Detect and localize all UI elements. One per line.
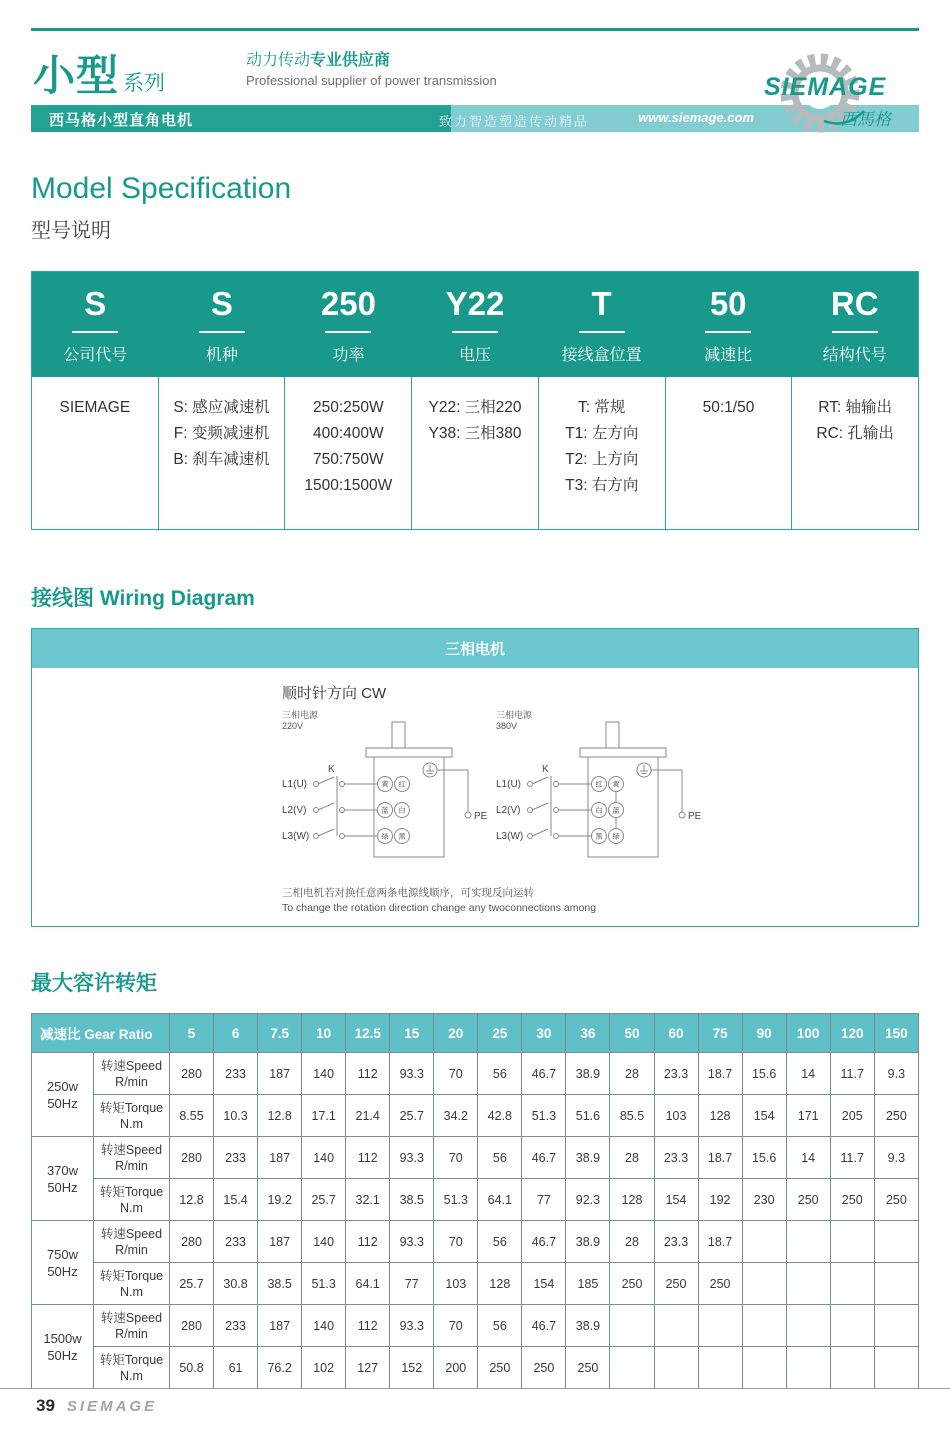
speed-cell-g3-c13 bbox=[742, 1305, 786, 1347]
svg-text:白: 白 bbox=[398, 807, 406, 815]
speed-cell-g2-c7: 56 bbox=[478, 1221, 522, 1263]
company-tagline bbox=[246, 47, 497, 88]
ratio-header-60: 60 bbox=[654, 1014, 698, 1053]
speed-cell-g1-c8: 46.7 bbox=[522, 1137, 566, 1179]
speed-cell-g3-c16 bbox=[874, 1305, 918, 1347]
torque-cell-g2-c10: 250 bbox=[610, 1263, 654, 1305]
speed-row-label: 转速Speed R/min bbox=[94, 1221, 170, 1263]
svg-text:黄: 黄 bbox=[381, 781, 389, 789]
speed-cell-g3-c14 bbox=[786, 1305, 830, 1347]
speed-cell-g2-c15 bbox=[830, 1221, 874, 1263]
speed-cell-g3-c6: 70 bbox=[434, 1305, 478, 1347]
torque-cell-g2-c16 bbox=[874, 1263, 918, 1305]
speed-cell-g2-c5: 93.3 bbox=[390, 1221, 434, 1263]
speed-cell-g3-c2: 187 bbox=[258, 1305, 302, 1347]
torque-cell-g2-c3: 51.3 bbox=[302, 1263, 346, 1305]
torque-row-label: 转矩Torque N.m bbox=[94, 1095, 170, 1137]
torque-cell-g1-c11: 154 bbox=[654, 1179, 698, 1221]
switch-label: K bbox=[542, 764, 549, 775]
speed-cell-g2-c9: 38.9 bbox=[566, 1221, 610, 1263]
ratio-header-12.5: 12.5 bbox=[346, 1014, 390, 1053]
torque-cell-g1-c16: 250 bbox=[874, 1179, 918, 1221]
speed-cell-g1-c9: 38.9 bbox=[566, 1137, 610, 1179]
torque-cell-g1-c4: 32.1 bbox=[346, 1179, 390, 1221]
torque-cell-g2-c6: 103 bbox=[434, 1263, 478, 1305]
svg-text:绿: 绿 bbox=[612, 833, 620, 841]
svg-text:蓝: 蓝 bbox=[381, 807, 389, 815]
banner-slogan: 致力智造塑造传动精品 bbox=[438, 114, 589, 129]
speed-cell-g0-c14: 14 bbox=[786, 1053, 830, 1095]
torque-cell-g0-c7: 42.8 bbox=[478, 1095, 522, 1137]
torque-cell-g0-c12: 128 bbox=[698, 1095, 742, 1137]
wiring-box-header: 三相电机 bbox=[32, 629, 918, 668]
svg-text:黑: 黑 bbox=[595, 833, 603, 841]
torque-cell-g0-c8: 51.3 bbox=[522, 1095, 566, 1137]
speed-cell-g2-c11: 23.3 bbox=[654, 1221, 698, 1263]
speed-cell-g1-c3: 140 bbox=[302, 1137, 346, 1179]
speed-cell-g2-c14 bbox=[786, 1221, 830, 1263]
torque-cell-g1-c1: 15.4 bbox=[214, 1179, 258, 1221]
speed-cell-g2-c10: 28 bbox=[610, 1221, 654, 1263]
model-table-body bbox=[32, 377, 918, 529]
speed-cell-g3-c9: 38.9 bbox=[566, 1305, 610, 1347]
speed-cell-g1-c10: 28 bbox=[610, 1137, 654, 1179]
speed-cell-g1-c6: 70 bbox=[434, 1137, 478, 1179]
torque-row-label: 转矩Torque N.m bbox=[94, 1347, 170, 1389]
torque-cell-g0-c13: 154 bbox=[742, 1095, 786, 1137]
group-label-1500w: 1500w 50Hz bbox=[32, 1305, 94, 1389]
speed-cell-g0-c6: 70 bbox=[434, 1053, 478, 1095]
torque-cell-g3-c8: 250 bbox=[522, 1347, 566, 1389]
ratio-header-6: 6 bbox=[214, 1014, 258, 1053]
series-suffix: 系列 bbox=[123, 72, 166, 95]
torque-cell-g0-c0: 8.55 bbox=[170, 1095, 214, 1137]
speed-cell-g0-c11: 23.3 bbox=[654, 1053, 698, 1095]
torque-cell-g0-c1: 10.3 bbox=[214, 1095, 258, 1137]
pe-label: PE bbox=[688, 811, 702, 822]
torque-cell-g3-c15 bbox=[830, 1347, 874, 1389]
catalog-page bbox=[0, 28, 950, 1389]
line-l2: L2(V) bbox=[496, 805, 521, 816]
torque-cell-g1-c15: 250 bbox=[830, 1179, 874, 1221]
speed-cell-g2-c2: 187 bbox=[258, 1221, 302, 1263]
model-header-col-5: 50 减速比 bbox=[704, 285, 753, 364]
group-label-750w: 750w 50Hz bbox=[32, 1221, 94, 1305]
svg-text:黄: 黄 bbox=[612, 781, 620, 789]
torque-cell-g3-c10 bbox=[610, 1347, 654, 1389]
torque-cell-g3-c4: 127 bbox=[346, 1347, 390, 1389]
line-l3: L3(W) bbox=[496, 831, 524, 842]
line-l1: L1(U) bbox=[282, 779, 308, 790]
torque-cell-g1-c2: 19.2 bbox=[258, 1179, 302, 1221]
torque-cell-g3-c7: 250 bbox=[478, 1347, 522, 1389]
banner-url: www.siemage.com bbox=[638, 110, 754, 125]
torque-cell-g3-c2: 76.2 bbox=[258, 1347, 302, 1389]
speed-cell-g1-c12: 18.7 bbox=[698, 1137, 742, 1179]
torque-table-body bbox=[32, 1053, 919, 1389]
pe-label: PE bbox=[474, 811, 488, 822]
ratio-header-15: 15 bbox=[390, 1014, 434, 1053]
banner-product-label: 西马格小型直角电机 bbox=[49, 112, 194, 129]
ratio-header-20: 20 bbox=[434, 1014, 478, 1053]
model-header-col-6: RC 结构代号 bbox=[822, 285, 887, 364]
ratio-header-25: 25 bbox=[478, 1014, 522, 1053]
torque-cell-g3-c14 bbox=[786, 1347, 830, 1389]
torque-cell-g3-c0: 50.8 bbox=[170, 1347, 214, 1389]
torque-cell-g3-c9: 250 bbox=[566, 1347, 610, 1389]
wiring-diagram-box bbox=[31, 628, 919, 927]
torque-cell-g1-c6: 51.3 bbox=[434, 1179, 478, 1221]
torque-cell-g1-c9: 92.3 bbox=[566, 1179, 610, 1221]
model-body-col-3: Y22: 三相220 Y38: 三相380 bbox=[411, 377, 538, 529]
model-body-col-4: T: 常规 T1: 左方向 T2: 上方向 T3: 右方向 bbox=[538, 377, 665, 529]
speed-cell-g3-c10 bbox=[610, 1305, 654, 1347]
supply-voltage: 380V bbox=[496, 721, 518, 731]
logo-brand-text: SIEMAGE bbox=[764, 73, 887, 101]
wiring-diagram-220v bbox=[280, 708, 488, 880]
svg-text:黑: 黑 bbox=[398, 833, 406, 841]
speed-cell-g0-c13: 15.6 bbox=[742, 1053, 786, 1095]
model-header-col-1: S 机种 bbox=[159, 284, 286, 365]
page-title-en: Model Specification bbox=[31, 172, 292, 205]
torque-cell-g1-c5: 38.5 bbox=[390, 1179, 434, 1221]
torque-cell-g2-c11: 250 bbox=[654, 1263, 698, 1305]
speed-cell-g0-c2: 187 bbox=[258, 1053, 302, 1095]
torque-table-header bbox=[32, 1014, 919, 1053]
ratio-header-36: 36 bbox=[566, 1014, 610, 1053]
speed-cell-g1-c14: 14 bbox=[786, 1137, 830, 1179]
torque-cell-g2-c4: 64.1 bbox=[346, 1263, 390, 1305]
torque-cell-g2-c12: 250 bbox=[698, 1263, 742, 1305]
speed-cell-g0-c8: 46.7 bbox=[522, 1053, 566, 1095]
table-row bbox=[32, 1305, 919, 1347]
torque-cell-g0-c4: 21.4 bbox=[346, 1095, 390, 1137]
wiring-diagrams bbox=[280, 708, 702, 880]
speed-cell-g1-c5: 93.3 bbox=[390, 1137, 434, 1179]
gear-ratio-header: 减速比 Gear Ratio bbox=[32, 1014, 170, 1053]
torque-cell-g2-c7: 128 bbox=[478, 1263, 522, 1305]
torque-cell-g0-c15: 205 bbox=[830, 1095, 874, 1137]
speed-cell-g2-c16 bbox=[874, 1221, 918, 1263]
series-title bbox=[33, 43, 165, 103]
speed-cell-g0-c12: 18.7 bbox=[698, 1053, 742, 1095]
torque-cell-g2-c15 bbox=[830, 1263, 874, 1305]
wiring-box-content bbox=[32, 668, 918, 926]
torque-cell-g1-c12: 192 bbox=[698, 1179, 742, 1221]
ratio-header-5: 5 bbox=[170, 1014, 214, 1053]
footer-brand: SIEMAGE bbox=[66, 1398, 158, 1415]
speed-cell-g1-c1: 233 bbox=[214, 1137, 258, 1179]
torque-cell-g1-c0: 12.8 bbox=[170, 1179, 214, 1221]
speed-cell-g0-c1: 233 bbox=[214, 1053, 258, 1095]
top-divider bbox=[31, 28, 919, 31]
torque-cell-g1-c7: 64.1 bbox=[478, 1179, 522, 1221]
torque-cell-g0-c11: 103 bbox=[654, 1095, 698, 1137]
speed-cell-g1-c15: 11.7 bbox=[830, 1137, 874, 1179]
speed-cell-g3-c1: 233 bbox=[214, 1305, 258, 1347]
model-body-col-5: 50:1/50 bbox=[665, 377, 792, 529]
ratio-header-50: 50 bbox=[610, 1014, 654, 1053]
table-row bbox=[32, 1053, 919, 1095]
wiring-diagram-380v bbox=[494, 708, 702, 880]
speed-cell-g2-c12: 18.7 bbox=[698, 1221, 742, 1263]
wiring-note-cn: 三相电机若对换任意两条电源线顺序，可实现反向运转 bbox=[282, 887, 534, 899]
speed-cell-g0-c15: 11.7 bbox=[830, 1053, 874, 1095]
speed-cell-g1-c13: 15.6 bbox=[742, 1137, 786, 1179]
speed-row-label: 转速Speed R/min bbox=[94, 1137, 170, 1179]
svg-text:红: 红 bbox=[595, 781, 603, 789]
speed-cell-g1-c2: 187 bbox=[258, 1137, 302, 1179]
speed-cell-g1-c11: 23.3 bbox=[654, 1137, 698, 1179]
ratio-header-90: 90 bbox=[742, 1014, 786, 1053]
tagline-cn: 动力传动专业供应商 bbox=[246, 52, 391, 69]
speed-row-label: 转速Speed R/min bbox=[94, 1053, 170, 1095]
speed-cell-g1-c4: 112 bbox=[346, 1137, 390, 1179]
speed-cell-g0-c16: 9.3 bbox=[874, 1053, 918, 1095]
table-row bbox=[32, 1263, 919, 1305]
torque-cell-g2-c1: 30.8 bbox=[214, 1263, 258, 1305]
line-l3: L3(W) bbox=[282, 831, 310, 842]
ratio-header-30: 30 bbox=[522, 1014, 566, 1053]
torque-cell-g1-c13: 230 bbox=[742, 1179, 786, 1221]
torque-cell-g2-c8: 154 bbox=[522, 1263, 566, 1305]
svg-text:蓝: 蓝 bbox=[612, 807, 620, 815]
speed-cell-g2-c13 bbox=[742, 1221, 786, 1263]
svg-text:红: 红 bbox=[398, 781, 406, 789]
torque-cell-g0-c16: 250 bbox=[874, 1095, 918, 1137]
torque-cell-g1-c14: 250 bbox=[786, 1179, 830, 1221]
speed-cell-g3-c4: 112 bbox=[346, 1305, 390, 1347]
ratio-header-75: 75 bbox=[698, 1014, 742, 1053]
torque-cell-g3-c5: 152 bbox=[390, 1347, 434, 1389]
table-row bbox=[32, 1137, 919, 1179]
ratio-header-10: 10 bbox=[302, 1014, 346, 1053]
max-torque-table bbox=[31, 1013, 919, 1389]
switch-label: K bbox=[328, 764, 335, 775]
torque-cell-g2-c9: 185 bbox=[566, 1263, 610, 1305]
table-row bbox=[32, 1221, 919, 1263]
svg-text:白: 白 bbox=[595, 807, 603, 815]
ratio-header-150: 150 bbox=[874, 1014, 918, 1053]
speed-cell-g0-c0: 280 bbox=[170, 1053, 214, 1095]
torque-cell-g0-c3: 17.1 bbox=[302, 1095, 346, 1137]
torque-cell-g2-c5: 77 bbox=[390, 1263, 434, 1305]
table-row bbox=[32, 1179, 919, 1221]
model-body-col-1: S: 感应减速机 F: 变频减速机 B: 刹车减速机 bbox=[158, 377, 285, 529]
tagline-en: Professional supplier of power transmission bbox=[246, 73, 497, 88]
torque-cell-g2-c2: 38.5 bbox=[258, 1263, 302, 1305]
speed-cell-g0-c3: 140 bbox=[302, 1053, 346, 1095]
torque-cell-g0-c2: 12.8 bbox=[258, 1095, 302, 1137]
torque-cell-g2-c13 bbox=[742, 1263, 786, 1305]
torque-cell-g1-c10: 128 bbox=[610, 1179, 654, 1221]
supply-label: 三相电源 bbox=[496, 710, 533, 720]
page-number: 39 bbox=[36, 1396, 55, 1415]
speed-cell-g2-c4: 112 bbox=[346, 1221, 390, 1263]
footer-divider bbox=[0, 1388, 950, 1389]
speed-cell-g0-c7: 56 bbox=[478, 1053, 522, 1095]
model-specification-table bbox=[31, 271, 919, 530]
torque-cell-g0-c5: 25.7 bbox=[390, 1095, 434, 1137]
table-row bbox=[32, 1095, 919, 1137]
speed-cell-g1-c0: 280 bbox=[170, 1137, 214, 1179]
speed-cell-g0-c9: 38.9 bbox=[566, 1053, 610, 1095]
company-logo bbox=[762, 43, 922, 143]
speed-cell-g3-c5: 93.3 bbox=[390, 1305, 434, 1347]
torque-cell-g3-c1: 61 bbox=[214, 1347, 258, 1389]
logo-cn-text: 西馬格 bbox=[840, 110, 891, 129]
torque-cell-g3-c6: 200 bbox=[434, 1347, 478, 1389]
supply-voltage: 220V bbox=[282, 721, 304, 731]
speed-cell-g0-c10: 28 bbox=[610, 1053, 654, 1095]
torque-row-label: 转矩Torque N.m bbox=[94, 1263, 170, 1305]
torque-cell-g0-c14: 171 bbox=[786, 1095, 830, 1137]
torque-cell-g2-c14 bbox=[786, 1263, 830, 1305]
ratio-header-7.5: 7.5 bbox=[258, 1014, 302, 1053]
torque-cell-g3-c11 bbox=[654, 1347, 698, 1389]
model-body-col-2: 250:250W 400:400W 750:750W 1500:1500W bbox=[284, 377, 411, 529]
page-title-cn: 型号说明 bbox=[31, 220, 111, 242]
supply-label: 三相电源 bbox=[282, 710, 319, 720]
speed-cell-g1-c7: 56 bbox=[478, 1137, 522, 1179]
model-body-col-6: RT: 轴输出 RC: 孔输出 bbox=[791, 377, 918, 529]
speed-cell-g1-c16: 9.3 bbox=[874, 1137, 918, 1179]
model-header-col-4: T 接线盒位置 bbox=[561, 285, 642, 364]
torque-cell-g1-c8: 77 bbox=[522, 1179, 566, 1221]
wiring-note bbox=[282, 886, 596, 916]
speed-cell-g2-c3: 140 bbox=[302, 1221, 346, 1263]
speed-cell-g3-c12 bbox=[698, 1305, 742, 1347]
ratio-header-120: 120 bbox=[830, 1014, 874, 1053]
speed-cell-g3-c7: 56 bbox=[478, 1305, 522, 1347]
speed-cell-g3-c15 bbox=[830, 1305, 874, 1347]
torque-cell-g1-c3: 25.7 bbox=[302, 1179, 346, 1221]
torque-cell-g3-c12 bbox=[698, 1347, 742, 1389]
torque-cell-g2-c0: 25.7 bbox=[170, 1263, 214, 1305]
line-l1: L1(U) bbox=[496, 779, 522, 790]
group-label-250w: 250w 50Hz bbox=[32, 1053, 94, 1137]
series-name: 小型 bbox=[33, 52, 120, 99]
wiring-note-en: To change the rotation direction change any twoconnections among bbox=[282, 902, 597, 914]
speed-cell-g0-c5: 93.3 bbox=[390, 1053, 434, 1095]
model-header-col-3: Y22 电压 bbox=[445, 285, 505, 364]
rotation-direction-label: 顺时针方向 CW bbox=[282, 685, 387, 702]
line-l2: L2(V) bbox=[282, 805, 307, 816]
model-header-col-2: 250 功率 bbox=[320, 285, 376, 364]
page-footer bbox=[36, 1396, 157, 1416]
speed-cell-g3-c0: 280 bbox=[170, 1305, 214, 1347]
speed-cell-g2-c1: 233 bbox=[214, 1221, 258, 1263]
wiring-section-title: 接线图 Wiring Diagram bbox=[31, 587, 255, 610]
speed-cell-g3-c3: 140 bbox=[302, 1305, 346, 1347]
torque-row-label: 转矩Torque N.m bbox=[94, 1179, 170, 1221]
torque-cell-g3-c16 bbox=[874, 1347, 918, 1389]
group-label-370w: 370w 50Hz bbox=[32, 1137, 94, 1221]
speed-row-label: 转速Speed R/min bbox=[94, 1305, 170, 1347]
model-header-col-0: S 公司代号 bbox=[63, 285, 128, 364]
model-table-header bbox=[32, 272, 918, 377]
speed-cell-g3-c11 bbox=[654, 1305, 698, 1347]
torque-cell-g0-c9: 51.6 bbox=[566, 1095, 610, 1137]
speed-cell-g2-c6: 70 bbox=[434, 1221, 478, 1263]
table-row bbox=[32, 1347, 919, 1389]
torque-cell-g3-c13 bbox=[742, 1347, 786, 1389]
ratio-header-100: 100 bbox=[786, 1014, 830, 1053]
torque-cell-g0-c10: 85.5 bbox=[610, 1095, 654, 1137]
model-body-col-0: SIEMAGE bbox=[59, 399, 131, 416]
torque-cell-g0-c6: 34.2 bbox=[434, 1095, 478, 1137]
torque-section-title: 最大容许转矩 bbox=[31, 972, 157, 995]
svg-text:绿: 绿 bbox=[381, 833, 389, 841]
torque-cell-g3-c3: 102 bbox=[302, 1347, 346, 1389]
speed-cell-g3-c8: 46.7 bbox=[522, 1305, 566, 1347]
speed-cell-g2-c0: 280 bbox=[170, 1221, 214, 1263]
speed-cell-g0-c4: 112 bbox=[346, 1053, 390, 1095]
speed-cell-g2-c8: 46.7 bbox=[522, 1221, 566, 1263]
